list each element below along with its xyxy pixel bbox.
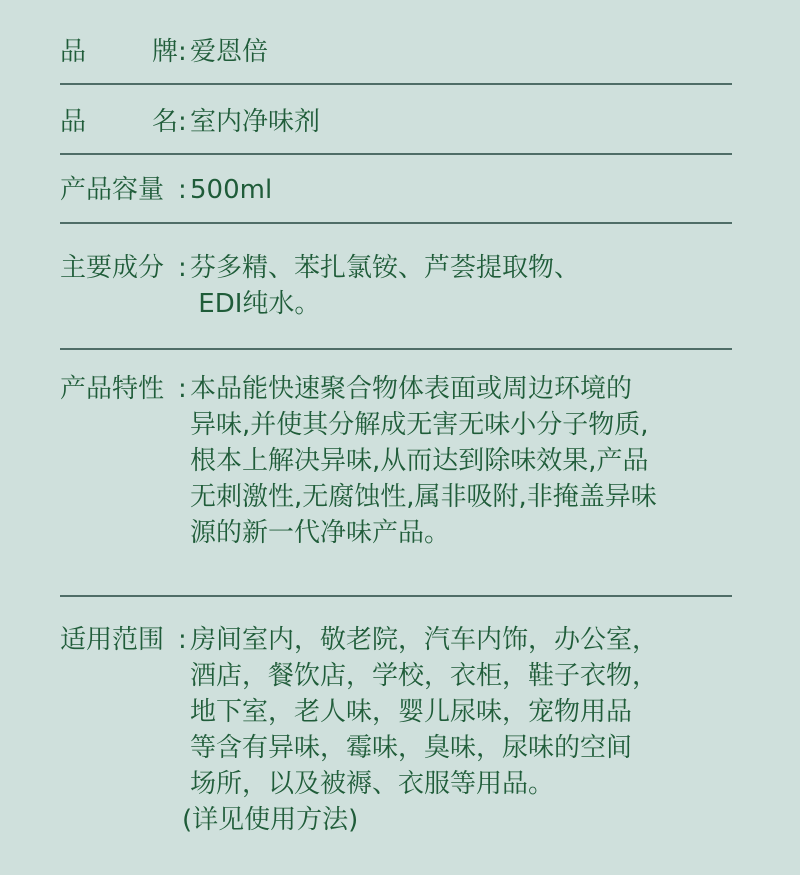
ingredients-line-2: EDI纯水。 bbox=[190, 289, 321, 319]
usage-line-3: 地下室，老人味，婴儿尿味，宠物用品 bbox=[190, 697, 633, 727]
capacity-colon: : bbox=[178, 175, 187, 205]
brand-label-char-2: 牌 bbox=[151, 37, 178, 67]
product-name-label-char-2: 名 bbox=[151, 107, 178, 137]
usage-line-2: 酒店，餐饮店，学校，衣柜，鞋子衣物， bbox=[190, 661, 659, 691]
divider-1 bbox=[60, 83, 732, 85]
features-line-2: 异味,并使其分解成无害无味小分子物质, bbox=[190, 410, 649, 440]
ingredients-value bbox=[190, 250, 740, 322]
product-name-value: 室内净味剂 bbox=[190, 107, 321, 137]
product-name-colon: : bbox=[178, 107, 187, 137]
ingredients-label: 主要成分 bbox=[60, 253, 165, 283]
ingredients-line-1: 芬多精、苯扎氯铵、芦荟提取物、 bbox=[190, 253, 581, 283]
product-name-row bbox=[60, 104, 732, 140]
divider-3 bbox=[60, 222, 732, 224]
brand-label bbox=[60, 34, 178, 70]
product-name-label bbox=[60, 104, 178, 140]
brand-value: 爱恩倍 bbox=[190, 37, 269, 67]
usage-note: (详见使用方法) bbox=[182, 805, 359, 835]
usage-label: 适用范围 bbox=[60, 625, 165, 655]
divider-5 bbox=[60, 595, 732, 597]
divider-2 bbox=[60, 153, 732, 155]
features-label: 产品特性 bbox=[60, 374, 165, 404]
usage-line-4: 等含有异味，霉味，臭味，尿味的空间 bbox=[190, 733, 633, 763]
brand-row bbox=[60, 34, 732, 70]
features-line-5: 源的新一代净味产品。 bbox=[190, 518, 451, 548]
features-row bbox=[60, 371, 732, 551]
features-value bbox=[190, 371, 740, 551]
usage-row bbox=[60, 622, 732, 862]
usage-colon: : bbox=[178, 625, 187, 655]
capacity-row bbox=[60, 172, 732, 208]
usage-line-5: 场所，以及被褥、衣服等用品。 bbox=[190, 769, 555, 799]
brand-colon: : bbox=[178, 37, 187, 67]
capacity-label: 产品容量 bbox=[60, 175, 165, 205]
features-line-1: 本品能快速聚合物体表面或周边环境的 bbox=[190, 374, 633, 404]
product-name-label-char-1: 品 bbox=[60, 107, 87, 137]
ingredients-colon: : bbox=[178, 253, 187, 283]
brand-label-char-1: 品 bbox=[60, 37, 87, 67]
features-line-4: 无刺激性,无腐蚀性,属非吸附,非掩盖异味 bbox=[190, 482, 657, 512]
features-colon: : bbox=[178, 374, 187, 404]
ingredients-row bbox=[60, 250, 732, 322]
divider-4 bbox=[60, 348, 732, 350]
usage-value bbox=[182, 622, 740, 838]
capacity-value: 500ml bbox=[190, 175, 273, 205]
features-line-3: 根本上解决异味,从而达到除味效果,产品 bbox=[190, 446, 649, 476]
usage-line-1: 房间室内，敬老院，汽车内饰，办公室， bbox=[190, 625, 659, 655]
